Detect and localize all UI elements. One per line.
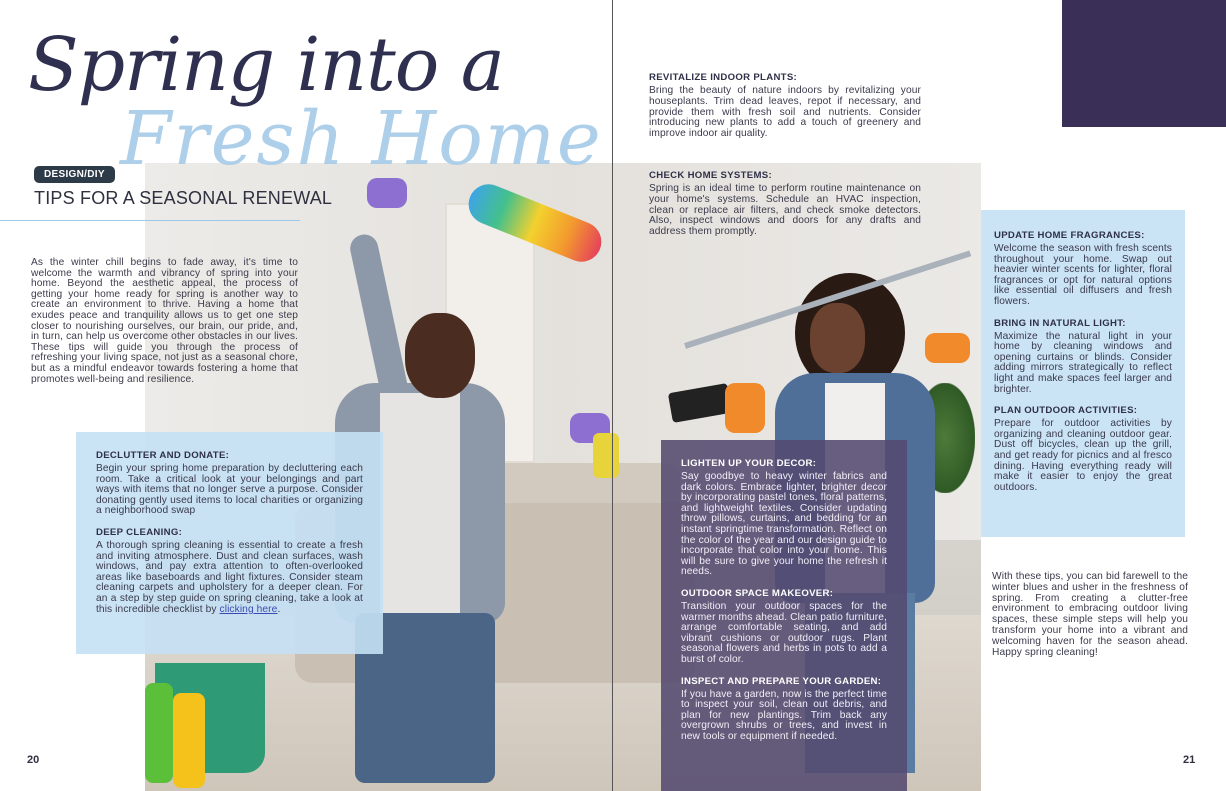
decor-box	[661, 440, 907, 791]
spray-bottle	[593, 433, 619, 478]
yellow-bottle	[173, 693, 205, 788]
systems-heading: CHECK HOME SYSTEMS:	[649, 169, 772, 181]
green-bottle	[145, 683, 173, 783]
fragrance-box	[981, 210, 1185, 537]
man-arm	[348, 232, 411, 404]
outdoor-heading: OUTDOOR SPACE MAKEOVER:	[681, 587, 834, 599]
woman-face	[810, 303, 865, 373]
fragrance-heading: UPDATE HOME FRAGRANCES:	[994, 230, 1145, 241]
man-head	[405, 313, 475, 398]
declutter-text: Begin your spring home preparation by decluttering each room. Take a critical look at your belongings and part ways with items that no longer serve a purpose. Consider donating gently used items to local charities or organizing a neighborhood swap	[96, 463, 363, 517]
deep-cleaning-end: .	[277, 603, 281, 615]
article-subtitle: TIPS FOR A SEASONAL RENEWAL	[34, 188, 333, 208]
decor-text: Say goodbye to heavy winter fabrics and dark colors. Embrace lighter, brighter decor by incorporating pastel tones, floral patterns, and lightweight textiles. Consider updating throw pillows, curtains, and bedding for an instant springtime transformation. Reflect on the color of the year and our design guide to incorporate that color into your home. This will be sure to give your home the refresh it needs.	[681, 471, 887, 578]
intro-paragraph: As the winter chill begins to fade away, it's time to welcome the warmth and vibrancy of spring into your home. Beyond the aesthetic appeal, the process of getting your home ready for spring is another way to create an environment to thrive. Having a home that exudes peace and tranquility allows us to get one step closer to nourishing ourselves, our brain, our pride, and, in turn, can help us overcome other obstacles in our lives. These tips will guide you through the process of refreshing your living space, not just as a seasonal chore, but as a mindful endeavor towards fostering a home that promotes well-being and resilience.	[31, 257, 298, 385]
corner-color-block	[1062, 0, 1226, 127]
garden-heading: INSPECT AND PREPARE YOUR GARDEN:	[681, 675, 882, 687]
declutter-box	[76, 432, 383, 654]
light-heading: BRING IN NATURAL LIGHT:	[994, 317, 1126, 329]
page-number-right: 21	[1183, 754, 1196, 766]
title-script-line2: Fresh Home	[120, 96, 603, 182]
man-tee	[380, 393, 460, 623]
orange-glove-right	[925, 333, 970, 363]
garden-text: If you have a garden, now is the perfect time to inspect your soil, clean out debris, and plan for new plantings. Trim back any overgrown shrubs or trees, and invest in new tools or equipment if needed.	[681, 688, 887, 742]
outdoor-activities-heading: PLAN OUTDOOR ACTIVITIES:	[994, 405, 1138, 417]
clicking-here-link[interactable]: clicking here	[219, 603, 278, 615]
deep-cleaning-heading: DEEP CLEANING:	[96, 526, 183, 538]
plants-text: Bring the beauty of nature indoors by revitalizing your houseplants. Trim dead leaves, repot if necessary, and provide them with fresh soil and nutrients. Consider introducing new plants to add a touch of greenery and improve indoor air quality.	[649, 85, 921, 140]
right-top-column	[649, 72, 921, 238]
systems-text: Spring is an ideal time to perform routine maintenance on your home's systems. Schedule an HVAC inspection, clean or replace air filters, and check smoke detectors. Also, inspect windows and doors for any drafts and address them promptly.	[649, 182, 921, 238]
outdoor-text: Transition your outdoor spaces for the warmer months ahead. Clean patio furniture, arrange comfortable seating, and add vibrant cushions or outdoor rugs. Plant seasonal flowers and herbs in pots to add a burst of color.	[681, 600, 887, 665]
orange-glove-left	[725, 383, 765, 433]
subtitle-rule	[0, 220, 300, 221]
closing-paragraph: With these tips, you can bid farewell to the winter blues and usher in the freshness of spring. From creating a clutter-free environment to embracing outdoor living spaces, these simple steps will help you transform your home into a vibrant and welcoming haven for the season ahead. Happy spring cleaning!	[992, 571, 1188, 658]
declutter-heading: DECLUTTER AND DONATE:	[96, 450, 230, 461]
fragrance-text: Welcome the season with fresh scents throughout your home. Swap out heavier winter scents for lighter, floral fragrances or opt for natural options like essential oil diffusers and fresh flowers.	[994, 243, 1172, 307]
decor-heading: LIGHTEN UP YOUR DECOR:	[681, 458, 817, 469]
deep-cleaning-text: A thorough spring cleaning is essential to create a fresh and inviting atmosphere. Dust and clean surfaces, wash windows, and pay extra attention to often-overlooked areas like baseboards and light fixtures. Consider steam cleaning carpets and upholstery for a deeper clean. For an a step by step guide on spring cleaning, take a look at this incredible checklist by	[96, 539, 363, 615]
category-badge: DESIGN/DIY	[34, 166, 115, 183]
deep-cleaning-paragraph	[96, 541, 363, 615]
purple-glove-top	[367, 178, 407, 208]
page-number-left: 20	[27, 754, 40, 766]
page-gutter	[612, 0, 613, 791]
light-text: Maximize the natural light in your home by cleaning windows and opening curtains or blinds. Consider adding mirrors strategically to reflect light and make spaces feel larger and brighter.	[994, 330, 1172, 395]
title-script-line1: Spring into a	[28, 22, 504, 108]
outdoor-activities-text: Prepare for outdoor activities by organizing and cleaning outdoor gear. Dust off bicycles, clean up the grill, and get ready for picnics and al fresco dining. Having everything ready will make it easier to enjoy the great outdoors.	[994, 418, 1172, 493]
plants-heading: REVITALIZE INDOOR PLANTS:	[649, 72, 798, 83]
